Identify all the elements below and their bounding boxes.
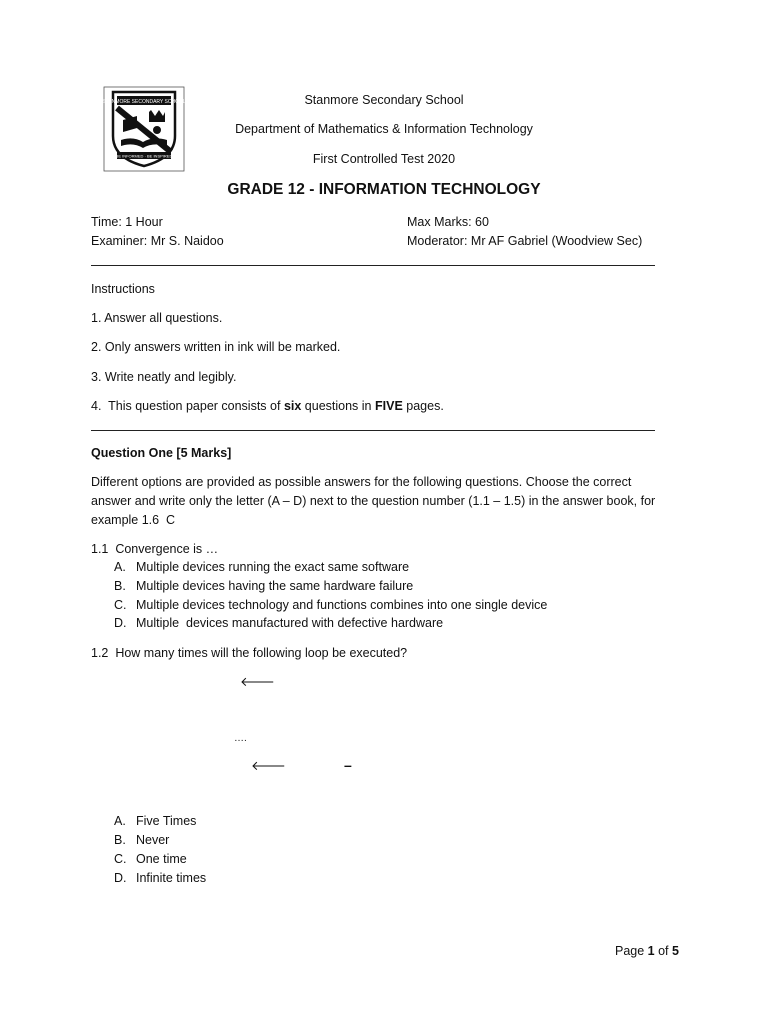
code-ellipsis: …. (234, 733, 247, 744)
svg-text:STANMORE SECONDARY SCHOOL: STANMORE SECONDARY SCHOOL (103, 99, 185, 105)
divider-top (91, 265, 655, 266)
option-text: Infinite times (136, 871, 207, 885)
time-label: Time: 1 Hour (91, 215, 163, 229)
question-intro-line: Different options are provided as possible answers for the following questions. Choose the correct (91, 475, 632, 489)
minus-sign: – (344, 757, 352, 773)
page-number (615, 944, 679, 958)
page-label: Page (615, 944, 648, 958)
option-row (114, 616, 443, 630)
option-letter: D. (114, 616, 127, 630)
assign-arrow-icon: 🡐 (240, 675, 275, 690)
option-letter: C. (114, 598, 127, 612)
option-row (114, 871, 206, 885)
option-row (114, 852, 187, 866)
instruction-item: 3. Write neatly and legibly. (91, 370, 237, 384)
instruction-text: questions in (301, 399, 375, 413)
instructions-heading: Instructions (91, 282, 155, 296)
option-row (114, 579, 413, 593)
option-text: Multiple devices having the same hardware failure (136, 579, 414, 593)
instruction-text: 4. This question paper consists of (91, 399, 284, 413)
option-letter: C. (114, 852, 127, 866)
test-name: First Controlled Test 2020 (312, 152, 456, 166)
question-intro-line: example 1.6 C (91, 513, 176, 527)
option-letter: D. (114, 871, 127, 885)
school-name: Stanmore Secondary School (304, 93, 464, 107)
option-text: One time (136, 852, 187, 866)
max-marks-label: Max Marks: 60 (407, 215, 489, 229)
option-text: Never (136, 833, 170, 847)
page-current: 1 (647, 944, 655, 958)
option-row (114, 598, 547, 612)
option-letter: B. (114, 579, 126, 593)
question-intro-line: answer and write only the letter (A – D) next to the question number (1.1 – 1.5) in the answer book, for (91, 494, 656, 508)
moderator-label: Moderator: Mr AF Gabriel (Woodview Sec) (407, 234, 643, 248)
option-text: Multiple devices manufactured with defective hardware (136, 616, 444, 630)
assign-arrow-icon: 🡐 (251, 759, 286, 774)
page-title: GRADE 12 - INFORMATION TECHNOLOGY (227, 181, 541, 198)
instruction-item-4 (91, 399, 444, 413)
instruction-bold-five: FIVE (375, 399, 403, 413)
instruction-bold-six: six (283, 399, 302, 413)
page-total: 5 (672, 944, 679, 958)
option-row (114, 814, 196, 828)
examiner-label: Examiner: Mr S. Naidoo (91, 234, 224, 248)
option-letter: B. (114, 833, 126, 847)
option-letter: A. (114, 814, 126, 828)
option-letter: A. (114, 560, 126, 574)
option-row (114, 560, 409, 574)
option-text: Multiple devices technology and functions combines into one single device (136, 598, 548, 612)
instruction-item: 2. Only answers written in ink will be marked. (91, 340, 341, 354)
page-of-label: of (654, 944, 672, 958)
question-1-1-stem: 1.1 Convergence is … (91, 542, 219, 556)
option-text: Multiple devices running the exact same software (136, 560, 410, 574)
option-row (114, 833, 169, 847)
option-text: Five Times (136, 814, 197, 828)
svg-text:BE INFORMED · BE INSPIRED: BE INFORMED · BE INSPIRED (115, 153, 173, 159)
instruction-item: 1. Answer all questions. (91, 311, 223, 325)
question-one-heading: Question One [5 Marks] (91, 446, 232, 460)
instruction-text: pages. (402, 399, 444, 413)
divider-bottom (91, 430, 655, 431)
question-1-2-stem: 1.2 How many times will the following loop be executed? (91, 646, 408, 660)
department-name: Department of Mathematics & Information Technology (235, 122, 533, 136)
